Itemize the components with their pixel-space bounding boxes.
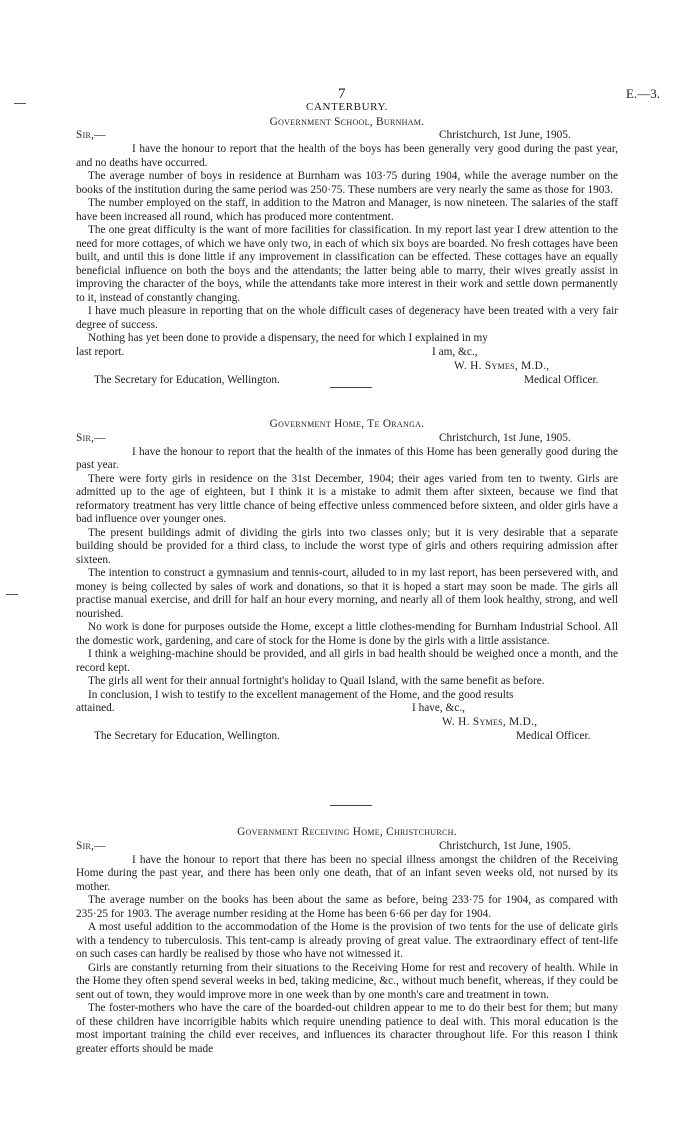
addressee: The Secretary for Education, Wellington. — [94, 730, 280, 742]
paragraph: The foster-mothers who have the care of the boarded-out children appear to me to do their best for them; but many of these children have incorrigible habits which require unending patience to deal with. This moral education is the most important training the child ever receives, and influences its character throughout life. For this reason I think greater efforts should be made — [76, 1002, 618, 1055]
margin-mark-top — [14, 103, 26, 104]
section-divider — [330, 387, 372, 388]
signature-row — [76, 716, 618, 730]
closing-row — [76, 702, 618, 716]
place-date: Christchurch, 1st June, 1905. — [439, 129, 571, 141]
paragraph: The present buildings admit of dividing the girls into two classes only; but it is very desirable that a separate building should be provided for a third class, to include the worst type of girls and others requiring admission after sixteen. — [76, 526, 618, 566]
paragraph: There were forty girls in residence on the 31st December, 1904; their ages varied from ten to twenty. Girls are admitted up to the age of eighteen, but I think it is a mistake to admit them after sixteen, because we find that reformatory treatment has very little chance of being effective unless commenced before sixteen, and older girls have a bad influence over younger ones. — [76, 472, 618, 525]
section-receiving-home — [76, 826, 618, 1056]
salutation: Sir,— — [76, 129, 106, 141]
paragraph: A most useful addition to the accommodation of the Home is the provision of two tents for the use of delicate girls with a tendency to tuberculosis. This tent-camp is already proving of great value. The extraordinary effect of tent-life on such cases can hardly be realised by those who have not witnessed it. — [76, 921, 618, 960]
addressee: The Secretary for Education, Wellington. — [94, 373, 280, 386]
paragraph: The average number of boys in residence at Burnham was 103·75 during 1904, while the average number on the books of the institution during the same period was 250·75. These numbers are very nearly the same as those for 1903. — [76, 170, 618, 196]
addressee-row — [76, 374, 618, 388]
paragraph: I think a weighing-machine should be provided, and all girls in bad health should be weighed once a month, and the record kept. — [76, 648, 618, 674]
signature: W. H. Symes, M.D., — [454, 359, 550, 372]
paragraph: The average number on the books has been about the same as before, being 233·75 for 1904, as compared with 235·25 for 1903. The average number residing at the Home has been 6·66 per day for 1904. — [76, 894, 618, 920]
last-line: last report. — [76, 345, 125, 358]
signature-row — [76, 360, 618, 374]
section-title: Government Receiving Home, Christchurch. — [237, 826, 457, 838]
closing-row — [76, 346, 618, 360]
section-burnham — [76, 101, 618, 388]
salutation: Sir,— — [76, 431, 106, 444]
section-title: Government Home, Te Oranga. — [269, 418, 425, 430]
salutation-row — [76, 840, 618, 854]
paragraph: The number employed on the staff, in addition to the Matron and Manager, is now nineteen. The salaries of the staff have been increased all round, which has produced more contentment. — [76, 197, 618, 223]
paragraph: I have much pleasure in reporting that on the whole difficult cases of degeneracy have been treated with a very fair degree of success. — [76, 305, 618, 331]
paragraph: I have the honour to report that the health of the inmates of this Home has been generally good during the past year. — [76, 445, 618, 471]
paragraph: The girls all went for their annual fortnight's holiday to Quail Island, with the same benefit as before. — [88, 675, 545, 687]
place-date: Christchurch, 1st June, 1905. — [439, 431, 571, 444]
paragraph: No work is done for purposes outside the Home, except a little clothes-mending for Burnham Industrial School. All the domestic work, gardening, and care of stock for the Home is done by the girls with a little assistance. — [76, 621, 618, 647]
closing: I am, &c., — [432, 345, 478, 358]
margin-mark-bottom — [6, 594, 18, 595]
paragraph: The intention to construct a gymnasium and tennis-court, alluded to in my last report, has been persevered with, and money is being collected by sales of work and donations, so that it is hoped a start may soon be made. The girls all practise manual exercise, and drill for half an hour every morning, and nearly all of them look healthy, strong, and well nourished. — [76, 567, 618, 620]
last-line: attained. — [76, 702, 115, 714]
paragraph: In conclusion, I wish to testify to the excellent management of the Home, and the good results — [88, 688, 514, 701]
region-heading: CANTERBURY. — [306, 101, 388, 113]
paragraph: Girls are constantly returning from their situations to the Receiving Home for rest and recovery of health. While in the Home they often spend several weeks in bed, taking medicine, &c., without much benefit, whereas, if they could be sent out of town, they would improve more in one week than by one month's care and treatment in town. — [76, 961, 618, 1001]
salutation-row — [76, 432, 618, 446]
addressee-row — [76, 730, 618, 744]
salutation: Sir,— — [76, 839, 106, 852]
document-reference: E.—3. — [626, 86, 660, 101]
signature: W. H. Symes, M.D., — [442, 716, 538, 728]
paragraph: Nothing has yet been done to provide a dispensary, the need for which I explained in my — [88, 332, 488, 344]
section-te-oranga — [76, 418, 618, 744]
salutation-row — [76, 129, 618, 143]
closing: I have, &c., — [412, 702, 466, 714]
officer-title: Medical Officer. — [524, 373, 599, 386]
section-title: Government School, Burnham. — [269, 115, 425, 128]
paragraph: I have the honour to report that there has been no special illness amongst the children of the Receiving Home during the past year, and there has been only one death, that of an infant seven weeks old, not nursed by its mother. — [76, 853, 618, 893]
page-number: 7 — [338, 86, 346, 102]
place-date: Christchurch, 1st June, 1905. — [439, 839, 571, 852]
officer-title: Medical Officer. — [516, 730, 591, 742]
paragraph: I have the honour to report that the health of the boys has been generally very good during the past year, and no deaths have occurred. — [76, 143, 618, 169]
section-divider — [330, 805, 372, 806]
paragraph: The one great difficulty is the want of more facilities for classification. In my report last year I drew attention to the need for more cottages, of which we have only two, in each of which six boys are boarded. No fresh cottages have been built, and until this is done little if any improvement in classification can be effected. These cottages have an equally beneficial influence on both the boys and the attendants; the latter being able to marry, their wives greatly assist in improving the character of the boys, while the attendants take more interest in their work and settle down permanently to it, instead of constantly changing. — [76, 224, 618, 304]
